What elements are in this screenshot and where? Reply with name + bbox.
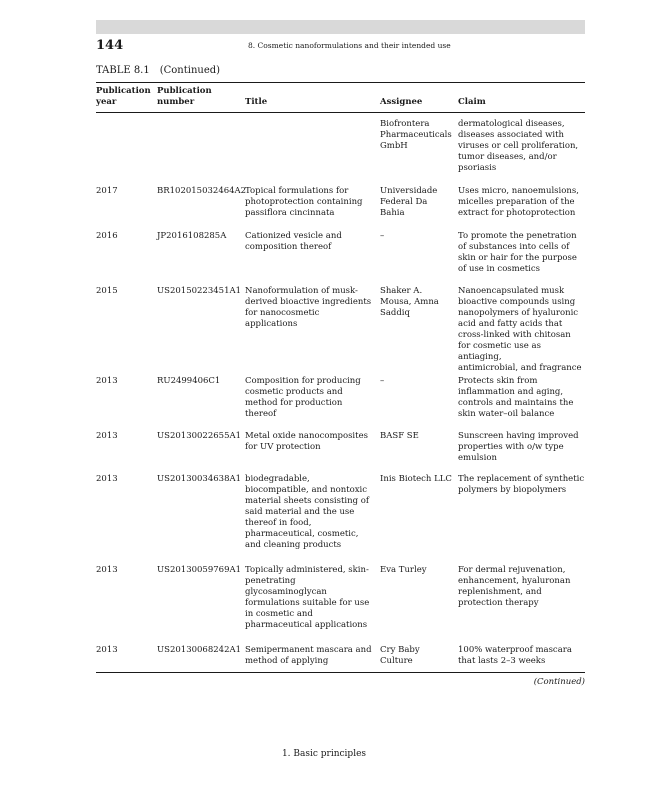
cell-number: US20150223451A1 xyxy=(157,286,242,296)
cell-year: 2013 xyxy=(96,431,118,441)
header-assignee: Assignee xyxy=(380,97,423,107)
cell-assignee: Inis Biotech LLC xyxy=(380,474,452,484)
cell-title: Semipermanent mascara and method of applying xyxy=(245,645,372,666)
cell-title: Topical formulations for photoprotection containing passiflora cincinnata xyxy=(245,186,363,218)
table-header-rule xyxy=(96,112,585,113)
table-bottom-rule xyxy=(96,672,585,673)
page-number: 144 xyxy=(96,38,124,53)
cell-claim: To promote the penetration of substances into cells of skin or hair for the purpose of use in cosmetics xyxy=(458,231,577,274)
cell-claim: Sunscreen having improved properties with o/w type emulsion xyxy=(458,431,579,463)
cell-assignee: – xyxy=(380,231,385,241)
cell-year: 2016 xyxy=(96,231,118,241)
cell-year: 2017 xyxy=(96,186,118,196)
cell-number: US20130034638A1 xyxy=(157,474,242,484)
table-caption: (Continued) xyxy=(159,65,221,76)
cell-title: Metal oxide nanocomposites for UV protection xyxy=(245,431,368,452)
cell-assignee: Biofrontera Pharmaceuticals GmbH xyxy=(380,119,452,151)
table-title xyxy=(96,65,220,76)
header-claim: Claim xyxy=(458,97,486,107)
cell-claim: The replacement of synthetic polymers by biopolymers xyxy=(458,474,585,495)
cell-claim: dermatological diseases, diseases associated with viruses or cell proliferation, tumor diseases, and/or psoriasis xyxy=(458,119,579,173)
running-head: 8. Cosmetic nanoformulations and their intended use xyxy=(248,41,451,50)
cell-claim: Nanoencapsulated musk bioactive compounds using nanopolymers of hyaluronic acid and fatty acids that cross-linked with chitosan for cosmetic use as antiaging, antimicrobial, and fragrance xyxy=(458,286,582,373)
cell-assignee: – xyxy=(380,376,385,386)
header-number: Publication number xyxy=(157,86,212,107)
page-footer: 1. Basic principles xyxy=(281,749,367,759)
cell-year: 2013 xyxy=(96,376,118,386)
cell-title: Composition for producing cosmetic products and method for production thereof xyxy=(245,376,361,419)
cell-claim: 100% waterproof mascara that lasts 2–3 weeks xyxy=(458,645,572,666)
cell-number: BR102015032464A2 xyxy=(157,186,247,196)
cell-assignee: BASF SE xyxy=(380,431,419,441)
cell-assignee: Eva Turley xyxy=(380,565,427,575)
cell-claim: Protects skin from inflammation and aging, controls and maintains the skin water–oil balance xyxy=(458,376,574,419)
cell-number: US20130022655A1 xyxy=(157,431,242,441)
table-label: TABLE 8.1 xyxy=(96,65,150,76)
cell-claim: Uses micro, nanoemulsions, micelles preparation of the extract for photoprotection xyxy=(458,186,579,218)
cell-number: US20130059769A1 xyxy=(157,565,242,575)
cell-title: Cationized vesicle and composition thereof xyxy=(245,231,342,252)
header-year: Publication year xyxy=(96,86,151,107)
cell-title: Topically administered, skin- penetrating glycosaminoglycan formulations suitable for use in cosmetic and pharmaceutical applications xyxy=(245,565,370,630)
cell-year: 2013 xyxy=(96,645,118,655)
cell-title: biodegradable, biocompatible, and nontoxic material sheets consisting of said material and the use thereof in food, pharmaceutical, cosmetic, and cleaning products xyxy=(245,474,370,550)
cell-number: US20130068242A1 xyxy=(157,645,242,655)
cell-number: RU2499406C1 xyxy=(157,376,221,386)
cell-title: Nanoformulation of musk- derived bioactive ingredients for nanocosmetic applications xyxy=(245,286,372,329)
cell-assignee: Cry Baby Culture xyxy=(380,645,420,666)
cell-number: JP2016108285A xyxy=(157,231,227,241)
cell-claim: For dermal rejuvenation, enhancement, hyaluronan replenishment, and protection therapy xyxy=(458,565,571,608)
header-bar xyxy=(96,20,585,34)
cell-year: 2013 xyxy=(96,565,118,575)
header-title: Title xyxy=(245,97,268,107)
cell-year: 2015 xyxy=(96,286,118,296)
cell-assignee: Shaker A. Mousa, Amna Saddiq xyxy=(380,286,439,318)
cell-year: 2013 xyxy=(96,474,118,484)
table-top-rule xyxy=(96,82,585,83)
cell-assignee: Universidade Federal Da Bahia xyxy=(380,186,438,218)
continued-label: (Continued) xyxy=(533,677,585,687)
